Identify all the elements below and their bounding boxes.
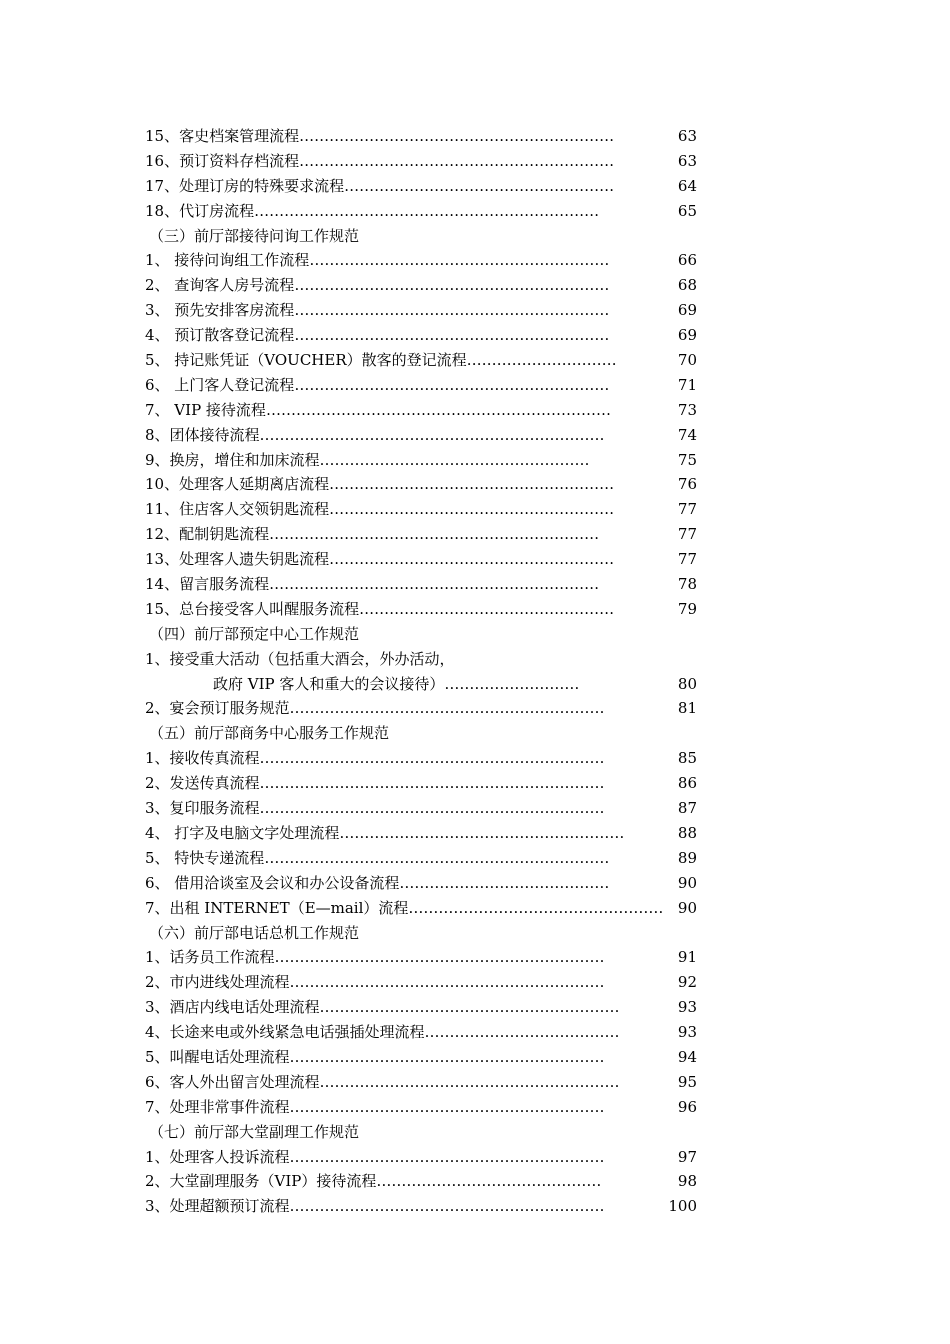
page-number: 86 — [677, 774, 697, 793]
dot-leader: ………………………………………………… — [329, 550, 615, 569]
dot-leader: …………………………………………………… — [319, 998, 620, 1017]
toc-entry — [145, 696, 725, 721]
entry-label: 2、市内进线处理流程 — [145, 973, 290, 992]
dot-leader: …………………………………………… — [408, 898, 664, 917]
page-number: 81 — [677, 699, 697, 718]
toc-entry — [145, 199, 725, 224]
page-number: 93 — [677, 998, 697, 1017]
toc-section-heading — [145, 1120, 725, 1145]
entry-label: 7、出租 INTERNET（E—mail）流程 — [145, 898, 409, 917]
entry-label: 1、接受重大活动（包括重大酒会，外办活动， — [145, 649, 455, 668]
toc-entry — [145, 348, 725, 373]
page-number: 85 — [677, 749, 697, 768]
entry-label: 17、处理订房的特殊要求流程 — [145, 176, 345, 195]
toc-entry — [145, 298, 725, 323]
entry-label: 7、 VIP 接待流程 — [145, 400, 266, 419]
toc-entry — [145, 273, 725, 298]
dot-leader: ………………………………………………… — [329, 475, 615, 494]
toc-entry — [145, 472, 725, 497]
entry-label: 5、 特快专递流程 — [145, 848, 265, 867]
page-number: 74 — [677, 425, 697, 444]
dot-leader: …………………………………………………………… — [254, 201, 600, 220]
toc-entry — [145, 572, 725, 597]
dot-leader: ……………………………………… — [376, 1172, 602, 1191]
dot-leader: ………………………… — [466, 351, 617, 370]
page-number: 80 — [677, 674, 697, 693]
dot-leader: ……………………………………………………… — [294, 276, 610, 295]
entry-label: 1、 接待问询组工作流程 — [145, 251, 310, 270]
page-number: 65 — [677, 201, 697, 220]
entry-label: 10、处理客人延期离店流程 — [145, 475, 330, 494]
entry-label: 6、 借用洽谈室及会议和办公设备流程 — [145, 873, 400, 892]
dot-leader: ………………………………………………………… — [269, 525, 600, 544]
toc-entry — [145, 497, 725, 522]
dot-leader: …………………………………………………………… — [259, 774, 605, 793]
page-number: 76 — [677, 475, 697, 494]
dot-leader: ………………………………………………………… — [269, 575, 600, 594]
page-number: 90 — [677, 873, 697, 892]
entry-label: 1、话务员工作流程 — [145, 948, 275, 967]
section-title: （七）前厅部大堂副理工作规范 — [149, 1122, 360, 1141]
entry-label: 9、换房，增住和加床流程 — [145, 450, 320, 469]
page-number: 66 — [677, 251, 697, 270]
entry-label: 15、总台接受客人叫醒服务流程 — [145, 599, 360, 618]
page-number: 98 — [677, 1172, 697, 1191]
page-number: 78 — [677, 575, 697, 594]
page-number: 71 — [677, 375, 697, 394]
dot-leader: …………………………………… — [399, 873, 610, 892]
entry-label: 政府 VIP 客人和重大的会议接待） — [213, 674, 445, 693]
dot-leader: ……………………………………………………… — [299, 151, 615, 170]
entry-label: 13、处理客人遗失钥匙流程 — [145, 550, 330, 569]
toc-entry-text — [145, 647, 725, 672]
section-title: （六）前厅部电话总机工作规范 — [149, 923, 360, 942]
toc-section-heading — [145, 622, 725, 647]
entry-label: 7、处理非常事件流程 — [145, 1097, 290, 1116]
page-number: 77 — [677, 525, 697, 544]
entry-label: 3、处理超额预订流程 — [145, 1197, 290, 1216]
section-title: （三）前厅部接待问询工作规范 — [149, 226, 360, 245]
toc-entry — [145, 846, 725, 871]
dot-leader: …………………………………………………………… — [265, 400, 611, 419]
entry-label: 16、预订资料存档流程 — [145, 151, 300, 170]
toc-section-heading — [145, 921, 725, 946]
entry-label: 1、接收传真流程 — [145, 749, 260, 768]
toc-entry — [145, 970, 725, 995]
page-number: 88 — [677, 823, 697, 842]
entry-label: 3、复印服务流程 — [145, 799, 260, 818]
toc-entry — [145, 423, 725, 448]
entry-label: 11、住店客人交领钥匙流程 — [145, 500, 330, 519]
dot-leader: ……………………………………………………… — [289, 973, 605, 992]
page-number: 63 — [677, 127, 697, 145]
dot-leader: …………………………………………………… — [309, 251, 610, 270]
page-number: 91 — [677, 948, 697, 967]
page-number: 90 — [677, 898, 697, 917]
dot-leader: ……………………………………………………… — [289, 1197, 605, 1216]
dot-leader: …………………………………………………………… — [259, 799, 605, 818]
dot-leader: …………………………………………………………… — [259, 749, 605, 768]
entry-label: 5、 持记账凭证（VOUCHER）散客的登记流程 — [145, 351, 467, 370]
entry-label: 2、发送传真流程 — [145, 774, 260, 793]
page-number: 95 — [677, 1072, 697, 1091]
toc-entry — [145, 1194, 725, 1219]
toc-entry — [145, 547, 725, 572]
toc-entry — [145, 821, 725, 846]
dot-leader: ……………………… — [444, 674, 580, 693]
entry-label: 2、宴会预订服务规范 — [145, 699, 290, 718]
page-number: 77 — [677, 500, 697, 519]
toc-entry — [145, 373, 725, 398]
page-number: 94 — [677, 1047, 697, 1066]
dot-leader: …………………………………………… — [359, 599, 615, 618]
page-number: 68 — [677, 276, 697, 295]
dot-leader: ……………………………………………… — [344, 176, 615, 195]
page-number: 89 — [677, 848, 697, 867]
toc-entry — [145, 1095, 725, 1120]
dot-leader: ……………………………………………………… — [289, 1047, 605, 1066]
page-number: 64 — [677, 176, 697, 195]
page-number: 69 — [677, 326, 697, 345]
entry-label: 6、客人外出留言处理流程 — [145, 1072, 320, 1091]
entry-label: 18、代订房流程 — [145, 201, 255, 220]
page-number: 69 — [677, 301, 697, 320]
toc-entry — [145, 796, 725, 821]
entry-label: 12、配制钥匙流程 — [145, 525, 270, 544]
toc-entry — [145, 448, 725, 473]
section-title: （五）前厅部商务中心服务工作规范 — [149, 724, 390, 743]
toc-entry — [145, 149, 725, 174]
dot-leader: …………………………………………………… — [319, 1072, 620, 1091]
dot-leader: …………………………………………………………… — [264, 848, 610, 867]
toc-section-heading — [145, 224, 725, 249]
dot-leader: ……………………………………………………… — [299, 127, 615, 145]
entry-label: 5、叫醒电话处理流程 — [145, 1047, 290, 1066]
toc-entry — [145, 323, 725, 348]
toc-entry — [145, 746, 725, 771]
toc-entry — [145, 1145, 725, 1170]
dot-leader: ………………………………………………………… — [274, 948, 605, 967]
page-number: 75 — [677, 450, 697, 469]
page-number: 73 — [677, 400, 697, 419]
dot-leader: ………………………………………………… — [329, 500, 615, 519]
table-of-contents — [145, 124, 725, 1219]
toc-entry — [145, 1045, 725, 1070]
dot-leader: ……………………………………………………… — [289, 1097, 605, 1116]
dot-leader: ……………………………………………………… — [289, 1147, 605, 1166]
toc-entry — [145, 945, 725, 970]
dot-leader: ……………………………………………………… — [294, 375, 610, 394]
toc-entry — [145, 522, 725, 547]
page-number: 63 — [677, 151, 697, 170]
dot-leader: ………………………………………………… — [339, 823, 625, 842]
page-number: 77 — [677, 550, 697, 569]
toc-entry — [145, 398, 725, 423]
toc-entry — [145, 1070, 725, 1095]
page-number: 93 — [677, 1023, 697, 1042]
dot-leader: ……………………………………………………… — [289, 699, 605, 718]
toc-entry — [145, 174, 725, 199]
toc-entry — [145, 1169, 725, 1194]
entry-label: 3、酒店内线电话处理流程 — [145, 998, 320, 1017]
page-number: 87 — [677, 799, 697, 818]
entry-label: 4、 预订散客登记流程 — [145, 326, 295, 345]
page-number: 70 — [677, 351, 697, 370]
entry-label: 1、处理客人投诉流程 — [145, 1147, 290, 1166]
toc-entry — [145, 124, 725, 149]
toc-entry — [145, 1020, 725, 1045]
section-title: （四）前厅部预定中心工作规范 — [149, 624, 360, 643]
page-number: 100 — [668, 1197, 697, 1216]
toc-entry — [145, 597, 725, 622]
page-number: 79 — [677, 599, 697, 618]
toc-entry — [145, 771, 725, 796]
toc-entry — [145, 896, 725, 921]
toc-entry — [145, 248, 725, 273]
dot-leader: ……………………………………………… — [319, 450, 590, 469]
page-number: 97 — [677, 1147, 697, 1166]
entry-label: 2、大堂副理服务（VIP）接待流程 — [145, 1172, 377, 1191]
dot-leader: ……………………………………………………… — [294, 326, 610, 345]
toc-entry — [145, 871, 725, 896]
entry-label: 8、团体接待流程 — [145, 425, 260, 444]
toc-entry — [145, 672, 725, 697]
entry-label: 6、 上门客人登记流程 — [145, 375, 295, 394]
entry-label: 4、长途来电或外线紧急电话强插处理流程 — [145, 1023, 425, 1042]
entry-label: 15、客史档案管理流程 — [145, 127, 300, 145]
entry-label: 3、 预先安排客房流程 — [145, 301, 295, 320]
page-number: 96 — [677, 1097, 697, 1116]
dot-leader: …………………………………………………………… — [259, 425, 605, 444]
dot-leader: ……………………………………………………… — [294, 301, 610, 320]
toc-section-heading — [145, 721, 725, 746]
dot-leader: ………………………………… — [424, 1023, 620, 1042]
entry-label: 4、 打字及电脑文字处理流程 — [145, 823, 340, 842]
toc-entry — [145, 995, 725, 1020]
page-number: 92 — [677, 973, 697, 992]
entry-label: 2、 查询客人房号流程 — [145, 276, 295, 295]
entry-label: 14、留言服务流程 — [145, 575, 270, 594]
